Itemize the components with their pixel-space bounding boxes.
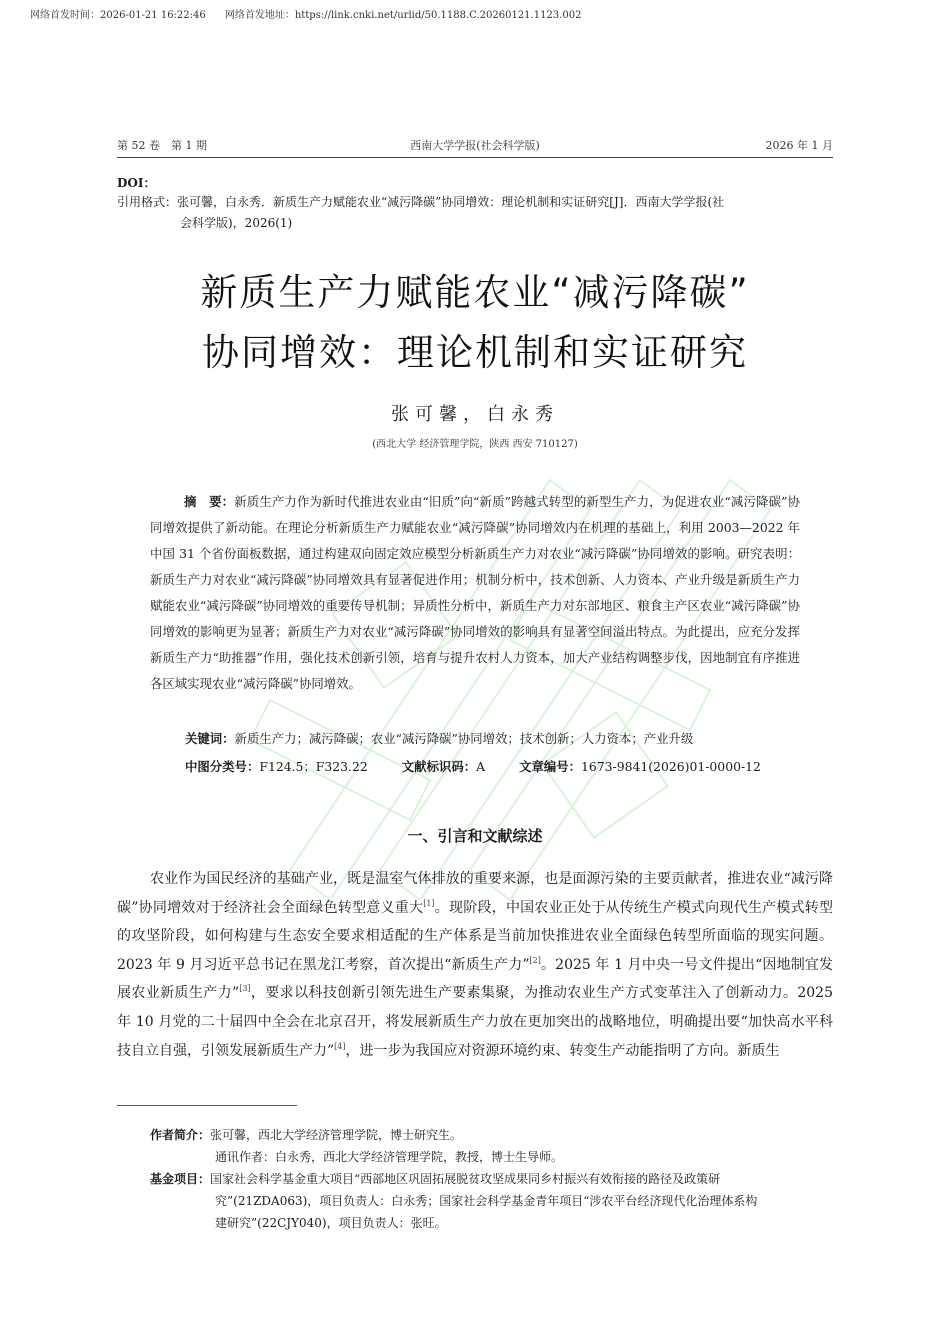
funding-line-2: 究”(21ZDA063)，项目负责人：白永秀；国家社会科学基金青年项目“涉农平台经济现代化治理体系构 (215, 1194, 758, 1208)
body-text: 。2025 年 1 月中央一号文件提出“因地制宜发展农业新质生产力” (117, 956, 834, 1002)
authors: 张可馨，白永秀 (391, 404, 559, 425)
online-url[interactable]: 网络首发地址：https://link.cnki.net/urlid/50.1188.C.20260121.1123.002 (224, 10, 582, 21)
funding-label: 基金项目： (150, 1172, 211, 1186)
body-paragraph (117, 865, 833, 1065)
clc-label: 中图分类号： (185, 759, 260, 774)
body-text: ，要求以科技创新引领先进生产要素集聚，为推动农业生产方式变革注入了创新动力。2025 年 10 月党的二十届四中全会在北京召开，将发展新质生产力放在更加突出的战略地位，明确提出要“加快高水平科技自立自强，引领发展新质生产力” (117, 985, 833, 1059)
keywords-label: 关键词： (185, 731, 235, 746)
citation-line-1: 引用格式：张可馨，白永秀．新质生产力赋能农业“减污降碳”协同增效：理论机制和实证研究[J]．西南大学学报(社 (117, 195, 725, 209)
header-journal: 西南大学学报(社会科学版) (410, 139, 540, 152)
keywords (185, 729, 693, 747)
abstract (150, 489, 800, 697)
funding-line-3: 建研究”(22CJY040)，项目负责人：张旺。 (215, 1216, 447, 1230)
ref-4[interactable]: [4] (334, 1041, 346, 1051)
ref-2[interactable]: [2] (529, 955, 541, 965)
doc-code-value: A (476, 759, 486, 774)
abstract-text: 新质生产力作为新时代推进农业由“旧质”向“新质”跨越式转型的新型生产力，为促进农业“减污降碳”协同增效提供了新动能。在理论分析新质生产力赋能农业“减污降碳”协同增效内在机理的基础上，利用 2003—2022 年中国 31 个省份面板数据，通过构建双向固定效应模型分析新质生产力对农业“减污降碳”协同增效的影响。研究表明：新质生产力对农业“减污降碳”协同增效具有显著促进作用；机制分析中，技术创新、人力资本、产业升级是新质生产力赋能农业“减污降碳”协同增效的重要传导机制；异质性分析中，新质生产力对东部地区、粮食主产区农业“减污降碳”协同增效的影响更为显著；新质生产力对农业“减污降碳”协同增效的影响具有显著空间溢出特点。为此提出，应充分发挥新质生产力“助推器”作用，强化技术创新引领，培育与提升农村人力资本，加大产业结构调整步伐，因地制宜有序推进各区域实现农业“减污降碳”协同增效。 (150, 494, 801, 691)
body-text: ，进一步为我国应对资源环境约束、转变生产动能指明了方向。新质生 (345, 1042, 780, 1059)
online-publish-meta (30, 6, 581, 21)
ref-3[interactable]: [3] (239, 984, 251, 994)
doc-code-label: 文献标识码： (401, 759, 477, 774)
paper-title-line-1: 新质生产力赋能农业“减污降碳” (200, 271, 750, 314)
citation-line-2: 会科学版)，2026(1) (180, 216, 293, 230)
header-rule (117, 157, 833, 158)
ref-1[interactable]: [1] (423, 898, 435, 908)
classification-line (185, 757, 761, 775)
online-time: 网络首发时间：2026-01-21 16:22:46 (30, 10, 206, 21)
keywords-text: 新质生产力；减污降碳；农业“减污降碳”协同增效；技术创新；人力资本；产业升级 (234, 731, 694, 746)
funding-line-1: 国家社会科学基金重大项目“西部地区巩固拓展脱贫攻坚成果同乡村振兴有效衔接的路径及政策研 (210, 1172, 721, 1186)
header-volume: 第 52 卷 第 1 期 (117, 139, 207, 152)
paper-title-line-2: 协同增效：理论机制和实证研究 (202, 331, 748, 374)
header-date: 2026 年 1 月 (765, 139, 833, 152)
body-text: 。现阶段，中国农业正处于从传统生产模式向现代生产模式转型的攻坚阶段，如何构建与生态安全要求相适配的生产体系是当前加快推进农业全面绿色转型所面临的现实问题。2023 年 9 月习近平总书记在黑龙江考察，首次提出“新质生产力” (117, 899, 834, 973)
article-number-label: 文章编号： (519, 759, 582, 774)
clc-value: F124.5；F323.22 (259, 759, 368, 774)
author-info-text: 张可馨，西北大学经济管理学院，博士研究生。 (210, 1128, 463, 1142)
author-info-label: 作者简介： (150, 1128, 211, 1142)
abstract-label: 摘 要： (184, 494, 235, 509)
citation-format (117, 192, 833, 234)
article-number-value: 1673-9841(2026)01-0000-12 (581, 759, 761, 774)
footnote-author (150, 1124, 462, 1146)
footnote-rule (117, 1105, 297, 1106)
doi-label: DOI： (117, 176, 156, 190)
section-heading: 一、引言和文献综述 (407, 827, 543, 845)
body-text: 农业作为国民经济的基础产业，既是温室气体排放的重要来源，也是面源污染的主要贡献者，推进农业“减污降碳”协同增效对于经济社会全面绿色转型意义重大 (117, 871, 833, 916)
footnote-corresponding: 通讯作者：白永秀，西北大学经济管理学院，教授，博士生导师。 (215, 1150, 564, 1164)
affiliation: (西北大学 经济管理学院，陕西 西安 710127) (372, 439, 578, 450)
footnote-funding (150, 1168, 840, 1190)
